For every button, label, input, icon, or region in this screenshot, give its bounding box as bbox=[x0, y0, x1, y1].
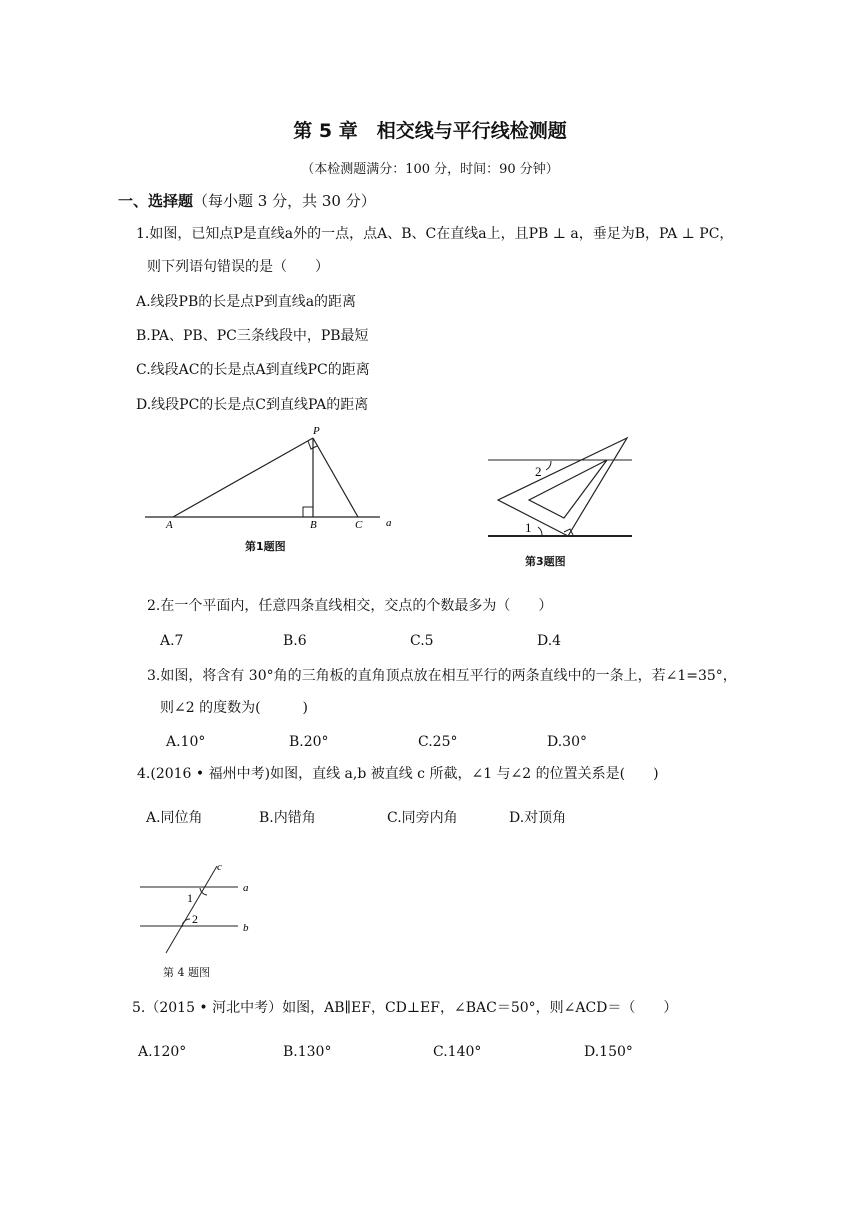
fig1-label-a: A bbox=[166, 519, 173, 531]
q5-option-b: B.130° bbox=[283, 1044, 332, 1060]
q5-option-d: D.150° bbox=[584, 1044, 633, 1060]
q3-option-c: C.25° bbox=[418, 734, 458, 750]
q5-stem: 5.（2015 • 河北中考）如图，AB∥EF，CD⊥EF，∠BAC＝50°，则∠ACD＝（ ） bbox=[132, 1000, 678, 1016]
q1-stem-line1: 1.如图，已知点P是直线a外的一点，点A、B、C在直线a上，且PB ⊥ a，垂足为B，PA ⊥ PC， bbox=[136, 226, 734, 242]
section-heading bbox=[118, 190, 376, 211]
section-title: 一、选择题 bbox=[118, 192, 194, 210]
figure-q3-diagram bbox=[480, 430, 650, 545]
q4-option-d: D.对顶角 bbox=[509, 810, 567, 826]
q1-stem-line2: 则下列语句错误的是（ ） bbox=[147, 259, 329, 275]
q2-stem: 2.在一个平面内，任意四条直线相交，交点的个数最多为（ ） bbox=[147, 598, 553, 614]
q1-option-d: D.线段PC的长是点C到直线PA的距离 bbox=[136, 397, 369, 413]
fig4-angle-1: 1 bbox=[187, 891, 193, 905]
fig4-label-a: a bbox=[243, 882, 249, 894]
fig4-label-b: b bbox=[243, 922, 249, 934]
fig3-angle-1: 1 bbox=[525, 520, 532, 535]
q4-option-a: A.同位角 bbox=[146, 810, 203, 826]
figure-q3-caption: 第3题图 bbox=[525, 555, 566, 568]
fig4-label-c: c bbox=[217, 861, 222, 873]
fig1-label-c: C bbox=[355, 519, 363, 531]
q1-option-b: B.PA、PB、PC三条线段中，PB最短 bbox=[136, 328, 369, 344]
fig1-label-b: B bbox=[310, 519, 317, 531]
q4-option-c: C.同旁内角 bbox=[387, 810, 458, 826]
figure-q4-caption: 第 4 题图 bbox=[163, 966, 210, 979]
q4-stem: 4.(2016 • 福州中考)如图，直线 a,b 被直线 c 所截，∠1 与∠2 的位置关系是( ) bbox=[137, 766, 659, 782]
document-title: 第 5 章 相交线与平行线检测题 bbox=[293, 120, 567, 142]
q5-option-c: C.140° bbox=[433, 1044, 482, 1060]
fig3-angle-2: 2 bbox=[535, 464, 542, 479]
q2-option-a: A.7 bbox=[160, 633, 184, 649]
q4-option-b: B.内错角 bbox=[259, 810, 316, 826]
q1-option-c: C.线段AC的长是点A到直线PC的距离 bbox=[136, 362, 370, 378]
q2-option-b: B.6 bbox=[283, 633, 307, 649]
figure-q4-diagram bbox=[130, 858, 265, 958]
q1-option-a: A.线段PB的长是点P到直线a的距离 bbox=[136, 294, 357, 310]
q2-option-c: C.5 bbox=[410, 633, 434, 649]
fig4-angle-2: 2 bbox=[192, 912, 198, 926]
q3-stem-line2: 则∠2 的度数为( ) bbox=[160, 700, 309, 716]
section-note: （每小题 3 分，共 30 分） bbox=[193, 192, 376, 210]
fig1-label-line-a: a bbox=[386, 517, 392, 529]
q3-option-d: D.30° bbox=[547, 734, 587, 750]
figure-q1-caption: 第1题图 bbox=[245, 540, 286, 553]
q3-option-b: B.20° bbox=[289, 734, 329, 750]
document-subtitle: （本检测题满分：100 分，时间：90 分钟） bbox=[301, 162, 559, 177]
fig1-label-p: P bbox=[313, 425, 320, 437]
q3-stem-line1: 3.如图，将含有 30°角的三角板的直角顶点放在相互平行的两条直线中的一条上，若∠1=35°， bbox=[147, 668, 737, 684]
q2-option-d: D.4 bbox=[537, 633, 562, 649]
q5-option-a: A.120° bbox=[138, 1044, 187, 1060]
q3-option-a: A.10° bbox=[166, 734, 206, 750]
